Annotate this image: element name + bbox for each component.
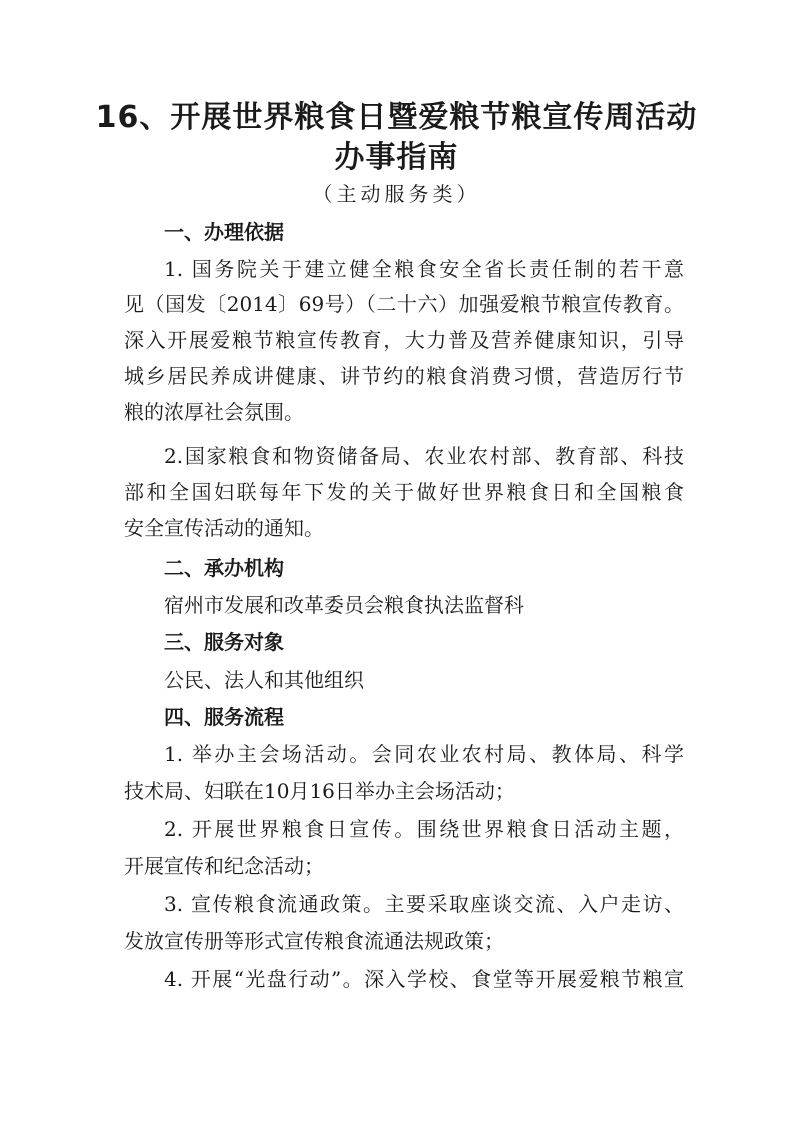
section-heading-basis: 一、办理依据 <box>164 220 284 244</box>
basis-item-2-line-3: 安全宣传活动的通知。 <box>124 516 324 540</box>
basis-item-2-line-1: 2.国家粮食和物资储备局、农业农村部、教育部、科技 <box>164 444 684 468</box>
process-item-1-line-2: 技术局、妇联在10月16日举办主会场活动； <box>124 779 515 803</box>
basis-item-1-line-2: 见（国发〔2014〕69号）（二十六）加强爱粮节粮宣传教育。 <box>124 292 684 316</box>
document-title-line-1: 16、开展世界粮食日暨爱粮节粮宣传周活动 <box>95 100 698 135</box>
process-item-3-line-2: 发放宣传册等形式宣传粮食流通法规政策； <box>124 929 504 953</box>
process-item-1-line-1: 1. 举办主会场活动。会同农业农村局、教体局、科学 <box>164 742 684 766</box>
agency-text: 宿州市发展和改革委员会粮食执法监督科 <box>164 593 524 617</box>
section-heading-target: 三、服务对象 <box>164 630 284 654</box>
process-item-4-line-1: 4. 开展“光盘行动”。深入学校、食堂等开展爱粮节粮宣 <box>164 967 684 991</box>
section-heading-process: 四、服务流程 <box>164 705 284 729</box>
basis-item-1-line-4: 城乡居民养成讲健康、讲节约的粮食消费习惯，营造厉行节 <box>124 364 684 388</box>
process-item-3-line-1: 3. 宣传粮食流通政策。主要采取座谈交流、入户走访、 <box>164 892 684 916</box>
document-subtitle: （主动服务类） <box>312 182 481 206</box>
basis-item-1-line-3: 深入开展爱粮节粮宣传教育，大力普及营养健康知识，引导 <box>124 328 684 352</box>
section-heading-agency: 二、承办机构 <box>164 556 284 580</box>
document-title-line-2: 办事指南 <box>334 140 459 175</box>
basis-item-1-line-5: 粮的浓厚社会氛围。 <box>124 400 304 424</box>
target-text: 公民、法人和其他组织 <box>164 668 364 692</box>
process-item-2-line-1: 2. 开展世界粮食日宣传。围绕世界粮食日活动主题， <box>164 817 684 841</box>
basis-item-2-line-2: 部和全国妇联每年下发的关于做好世界粮食日和全国粮食 <box>124 480 684 504</box>
basis-item-1-line-1: 1. 国务院关于建立健全粮食安全省长责任制的若干意 <box>164 257 684 281</box>
process-item-2-line-2: 开展宣传和纪念活动； <box>124 854 324 878</box>
